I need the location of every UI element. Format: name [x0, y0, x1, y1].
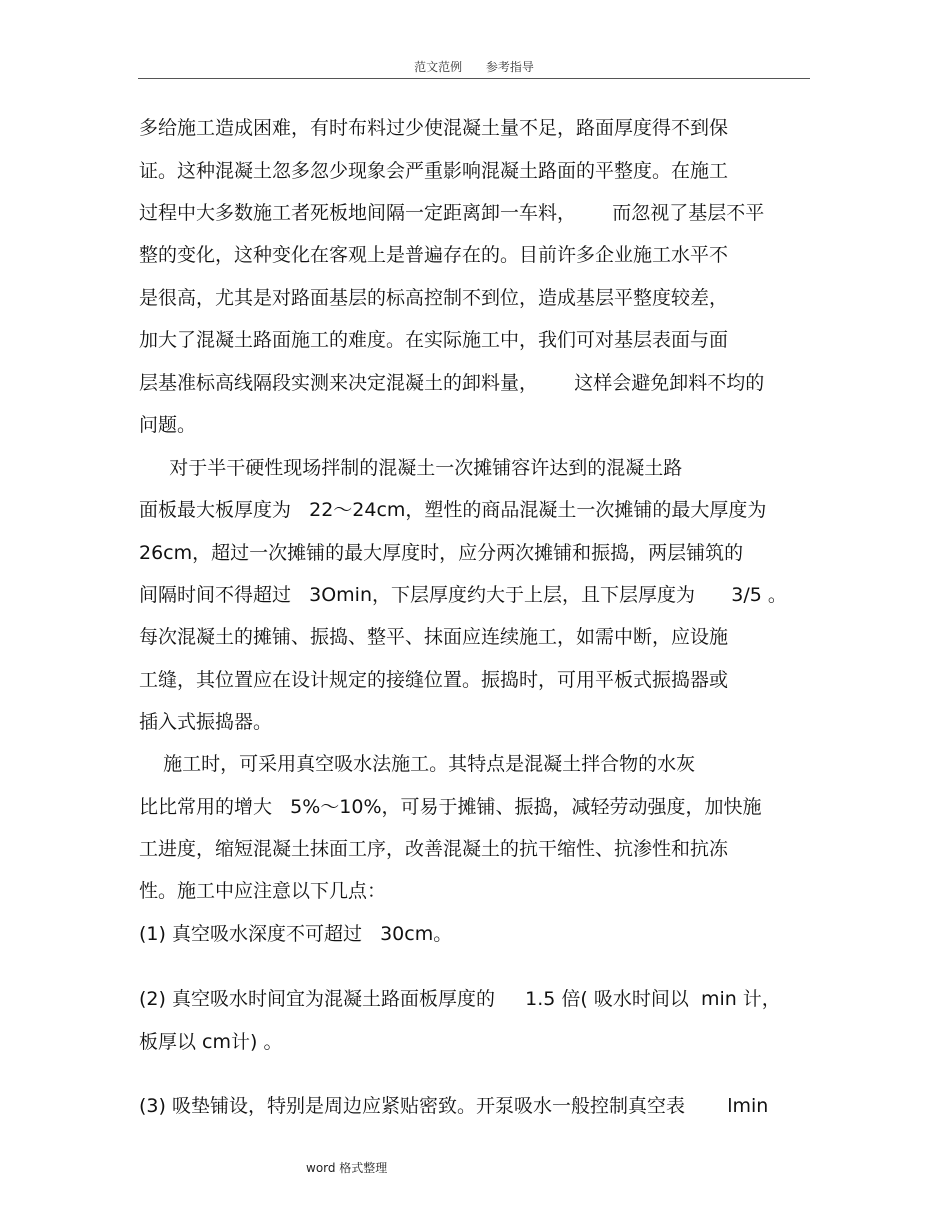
page-footer: word 格式整理 — [306, 1161, 388, 1175]
text-line: 对于半干硬性现场拌制的混凝土一次摊铺容许达到的混凝土路 — [139, 457, 683, 479]
text-line: 工缝，其位置应在设计规定的接缝位置。振捣时，可用平板式振捣器或 — [139, 669, 729, 691]
text-line: 26cm，超过一次摊铺的最大厚度时，应分两次摊铺和振捣，两层铺筑的 — [139, 542, 744, 564]
text-line: 面板最大板厚度为 22～24cm，塑性的商品混凝土一次摊铺的最大厚度为 — [139, 499, 767, 521]
text-line: 层基准标高线隔段实测来决定混凝土的卸料量， 这样会避免卸料不均的 — [139, 372, 765, 394]
text-line: 证。这种混凝土忽多忽少现象会严重影响混凝土路面的平整度。在施工 — [139, 160, 729, 182]
text-line: (1) 真空吸水深度不可超过 30cm。 — [139, 923, 453, 945]
text-line: 每次混凝土的摊铺、振捣、整平、抹面应连续施工，如需中断，应设施 — [139, 626, 729, 648]
text-line: 问题。 — [139, 414, 197, 436]
text-line: 加大了混凝土路面施工的难度。在实际施工中，我们可对基层表面与面 — [139, 329, 729, 351]
text-line: 板厚以 cm计) 。 — [139, 1031, 283, 1053]
text-line: 间隔时间不得超过 3Omin，下层厚度约大于上层，且下层厚度为 3/5 。 — [139, 584, 787, 606]
text-line: (3) 吸垫铺设，特别是周边应紧贴密致。开泵吸水一般控制真空表 lmin — [139, 1095, 769, 1117]
header-rule — [138, 78, 810, 79]
text-line: (2) 真空吸水时间宜为混凝土路面板厚度的 1.5 倍( 吸水时间以 min 计， — [139, 988, 781, 1010]
text-line: 施工时，可采用真空吸水法施工。其特点是混凝土拌合物的水灰 — [139, 753, 696, 775]
text-line: 整的变化，这种变化在客观上是普遍存在的。目前许多企业施工水平不 — [139, 244, 729, 266]
text-line: 插入式振捣器。 — [139, 711, 273, 733]
text-line: 多给施工造成困难，有时布料过少使混凝土量不足，路面厚度得不到保 — [139, 117, 729, 139]
text-line: 比比常用的增大 5%～10%，可易于摊铺、振捣，减轻劳动强度，加快施 — [139, 796, 762, 818]
page-header — [138, 58, 810, 78]
text-line: 是很高，尤其是对路面基层的标高控制不到位，造成基层平整度较差， — [139, 287, 729, 309]
text-line: 过程中大多数施工者死板地间隔一定距离卸一车料， 而忽视了基层不平 — [139, 202, 765, 224]
text-line: 性。施工中应注意以下几点： — [139, 880, 387, 902]
header-left-text: 范文范例 — [414, 60, 463, 74]
header-right-text: 参考指导 — [485, 60, 534, 74]
text-line: 工进度，缩短混凝土抹面工序，改善混凝土的抗干缩性、抗渗性和抗冻 — [139, 838, 729, 860]
